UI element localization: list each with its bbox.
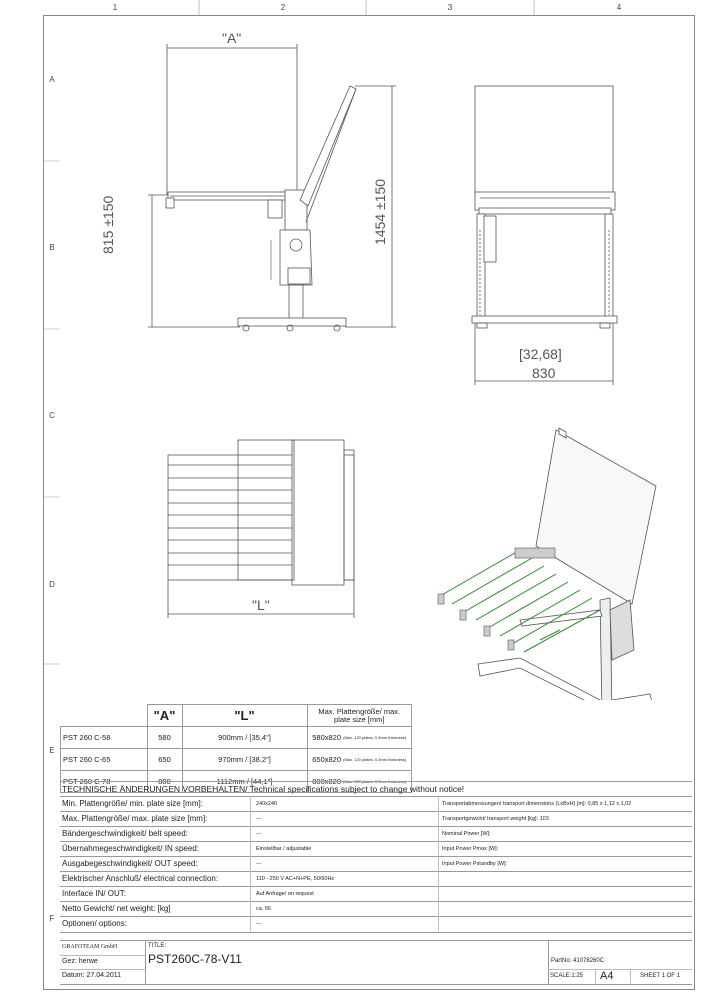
model-cell: PST 260 C-58 [61, 727, 148, 749]
zone-row-c: C [49, 411, 55, 420]
title-label: TITLE: [148, 943, 167, 949]
spec-row [60, 901, 692, 917]
sheet-number: SHEET 1 OF 1 [640, 973, 680, 979]
plate-cell: 800x820 (Max. 120 plates; 0,3mm thickness) [307, 771, 412, 793]
zone-column-1: 1 [112, 3, 118, 12]
spec-right: Transportgewicht/ transport weight [kg]: 103 [442, 816, 549, 822]
spec-label: Elektrischer Anschluß/ electrical connection: [62, 874, 219, 883]
spec-value: --- [256, 861, 262, 867]
technical-notice: TECHNISCHE ÄNDERUNGEN VORBEHALTEN/ Technical specifications subject to change without notice! [62, 784, 465, 794]
plate-note: (Max. 120 plates; 0,3mm thickness) [343, 735, 407, 741]
spec-divider [250, 796, 252, 931]
plate-size-table [60, 704, 412, 793]
paper-format: A4 [600, 970, 614, 982]
zone-row-b: B [49, 243, 55, 252]
zone-row-f: F [49, 914, 55, 923]
zone-row-d: D [49, 580, 55, 589]
spec-label: Max. Plattengröße/ max. plate size [mm]: [62, 814, 208, 823]
table-header-row [61, 705, 412, 727]
spec-right: Nominal Power [W]: [442, 831, 491, 837]
header-a: "A" [147, 705, 182, 727]
spec-row [60, 811, 692, 827]
drawn-by: Gez: herwe [62, 958, 98, 965]
spec-row [60, 841, 692, 857]
spec-right: Input Power Pmax [W]: [442, 846, 499, 852]
spec-value: Auf Anfrage/ on request [256, 891, 314, 897]
zone-column-3: 3 [447, 3, 453, 12]
spec-row [60, 916, 692, 933]
a-cell: 580 [147, 727, 182, 749]
drawing-title: PST260C-78-V11 [148, 952, 242, 966]
spec-label: Ausgabegeschwindigkeit/ OUT speed: [62, 859, 198, 868]
spec-row [60, 796, 692, 812]
dimension-width-inch: [32,68] [519, 346, 562, 362]
spec-value: --- [256, 816, 262, 822]
header-plate-size: Max. Plattengröße/ max. plate size [mm] [307, 705, 412, 727]
spec-value: 240x240 [256, 801, 278, 807]
spec-divider [438, 796, 440, 931]
l-cell: 970mm / [38,2"] [182, 749, 307, 771]
spec-right: Transportabmessungen/ transport dimensions (LxBxH) [m]: 0,85 x 1,12 x 1,02 [442, 801, 632, 807]
spec-label: Bändergeschwindigkeit/ belt speed: [62, 829, 188, 838]
drawing-date: Datum: 27.04.2011 [62, 972, 122, 979]
zone-row-e: E [49, 746, 55, 755]
model-cell: PST 260 C-78 [61, 771, 148, 793]
plate-note: (Max. 120 plates; 0,3mm thickness) [343, 757, 407, 763]
dimension-l-label: "L" [252, 597, 270, 613]
spec-value: --- [256, 921, 262, 927]
plate-cell: 650x820 (Max. 120 plates; 0,3mm thickness) [307, 749, 412, 771]
spec-label: Übernahmegeschwindigkeit/ IN speed: [62, 844, 199, 853]
a-cell: 650 [147, 749, 182, 771]
dimension-height-max: 1454 ±150 [372, 178, 388, 245]
spec-label: Interface IN/ OUT: [62, 889, 127, 898]
company-name: GRAFOTEAM GmbH [62, 944, 118, 950]
spec-label: Optionen/ options: [62, 919, 127, 928]
spec-right: Input Power Pstandby [W]: [442, 861, 508, 867]
zone-column-4: 4 [616, 3, 622, 12]
spec-row [60, 871, 692, 887]
header-l: "L" [182, 705, 307, 727]
plate-cell: 580x820 (Max. 120 plates; 0,3mm thickness) [307, 727, 412, 749]
l-cell: 1112mm / [44,1"] [182, 771, 307, 793]
spec-value: --- [256, 831, 262, 837]
table-row [61, 727, 412, 749]
spec-value: Einstellbar / adjustable [256, 846, 312, 852]
part-number: PartNo: 41078260C [551, 958, 605, 964]
table-row [61, 749, 412, 771]
spec-value: ca. 56 [256, 906, 271, 912]
zone-row-a: A [49, 75, 55, 84]
dimension-a-label: "A" [222, 30, 242, 46]
spec-label: Min. Plattengröße/ min. plate size [mm]: [62, 799, 203, 808]
spec-row [60, 856, 692, 872]
zone-column-2: 2 [280, 3, 286, 12]
plate-note: (Max. 120 plates; 0,3mm thickness) [343, 779, 407, 785]
dimension-height-min: 815 ±150 [100, 195, 116, 254]
drawing-scale: SCALE:1:25 [550, 973, 584, 979]
spec-row [60, 826, 692, 842]
a-cell: 800 [147, 771, 182, 793]
spec-value: 110 - 250 V AC+N+PE, 50/60Hz [256, 876, 335, 882]
spec-label: Netto Gewicht/ net weight: [kg] [62, 904, 171, 913]
spec-row [60, 886, 692, 902]
model-cell: PST 260 C-65 [61, 749, 148, 771]
l-cell: 900mm / [35,4"] [182, 727, 307, 749]
dimension-width-mm: 830 [532, 365, 556, 381]
